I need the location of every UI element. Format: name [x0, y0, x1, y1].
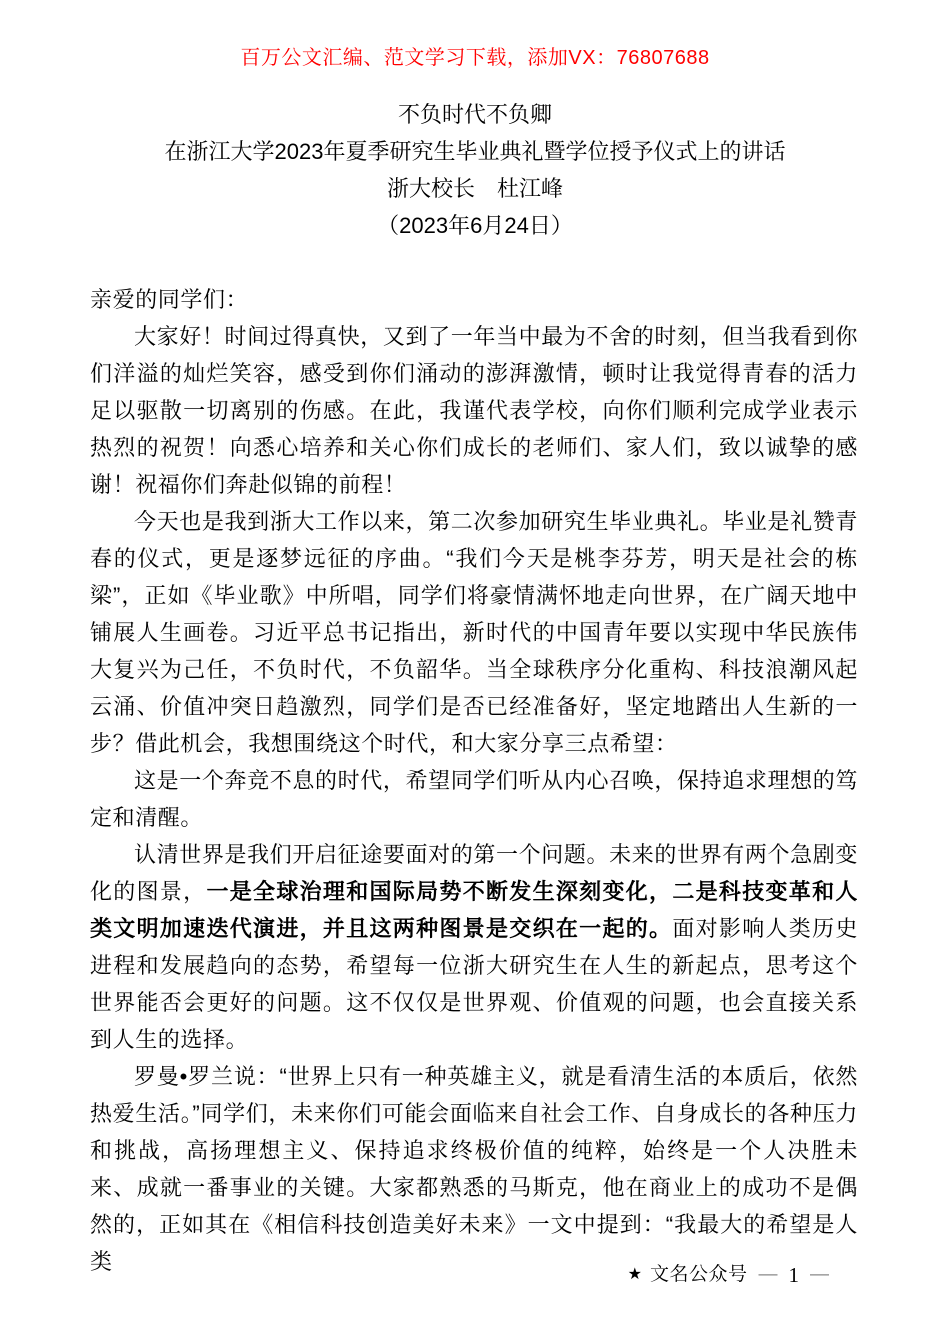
salutation-line: 亲爱的同学们： — [90, 287, 249, 312]
paragraph-romain-rolland: 罗曼•罗兰说：“世界上只有一种英雄主义，就是看清生活的本质后，依然热爱生活。”同学们，未来你们可能会面临来自社会工作、自身成长的各种压力和挑战，高扬理想主义、保持追求终极价值的纯粹，始终是一个人决胜未来、成就一番事业的关键。大家都熟悉的马斯克，他在商业上的成功不是偶然的，正如其在《相信科技创造美好未来》一文中提到：“我最大的希望是人类 — [90, 1064, 858, 1274]
paragraph-world-views-pre: 认清世界是我们开启征途要面对的第一个问题。未来的世界有两个急剧变化的图景， — [90, 842, 858, 904]
paragraph-world-views-post: 面对影响人类历史进程和发展趋向的态势，希望每一位浙大研究生在人生的新起点，思考这个世界能否会更好的问题。这不仅仅是世界观、价值观的问题，也会直接关系到人生的选择。 — [90, 916, 858, 1052]
document-subtitle: 在浙江大学2023年夏季研究生毕业典礼暨学位授予仪式上的讲话 — [164, 139, 786, 164]
page-number: 1 — [788, 1263, 799, 1287]
paragraph-world-views — [90, 836, 858, 1058]
star-icon: ★ — [627, 1266, 642, 1283]
paragraph-greeting: 大家好！时间过得真快，又到了一年当中最为不舍的时刻，但当我看到你们洋溢的灿烂笑容，感受到你们涌动的澎湃激情，顿时让我觉得青春的活力足以驱散一切离别的伤感。在此，我谨代表学校，向你们顺利完成学业表示热烈的祝贺！向悉心培养和关心你们成长的老师们、家人们，致以诚挚的感谢！祝福你们奔赴似锦的前程！ — [90, 324, 858, 497]
document-body — [0, 281, 950, 1280]
document-title: 不负时代不负卿 — [397, 102, 552, 127]
document-author: 浙大校长 杜江峰 — [386, 176, 563, 201]
document-header — [0, 96, 950, 244]
footer-dash-left: — — [758, 1264, 778, 1285]
document-date: （2023年6月24日） — [377, 213, 573, 238]
footer-account-label: 文名公众号 — [649, 1264, 748, 1285]
watermark-banner: 百万公文汇编、范文学习下载，添加VX：76807688 — [240, 47, 710, 69]
paragraph-era-hope: 这是一个奔竞不息的时代，希望同学们听从内心召唤，保持追求理想的笃定和清醒。 — [90, 768, 858, 830]
paragraph-world-views-bold: 一是全球治理和国际局势不断发生深刻变化，二是科技变革和人类文明加速迭代演进，并且这两种图景是交织在一起的。 — [90, 879, 858, 941]
footer-dash-right: — — [810, 1264, 829, 1285]
paragraph-ceremony: 今天也是我到浙大工作以来，第二次参加研究生毕业典礼。毕业是礼赞青春的仪式，更是逐梦远征的序曲。“我们今天是桃李芬芳，明天是社会的栋梁”，正如《毕业歌》中所唱，同学们将豪情满怀地走向世界，在广阔天地中铺展人生画卷。习近平总书记指出，新时代的中国青年要以实现中华民族伟大复兴为己任，不负时代，不负韶华。当全球秩序分化重构、科技浪潮风起云涌、价值冲突日趋激烈，同学们是否已经准备好，坚定地踏出人生新的一步？借此机会，我想围绕这个时代，和大家分享三点希望： — [90, 509, 858, 756]
page-footer — [628, 1263, 840, 1287]
